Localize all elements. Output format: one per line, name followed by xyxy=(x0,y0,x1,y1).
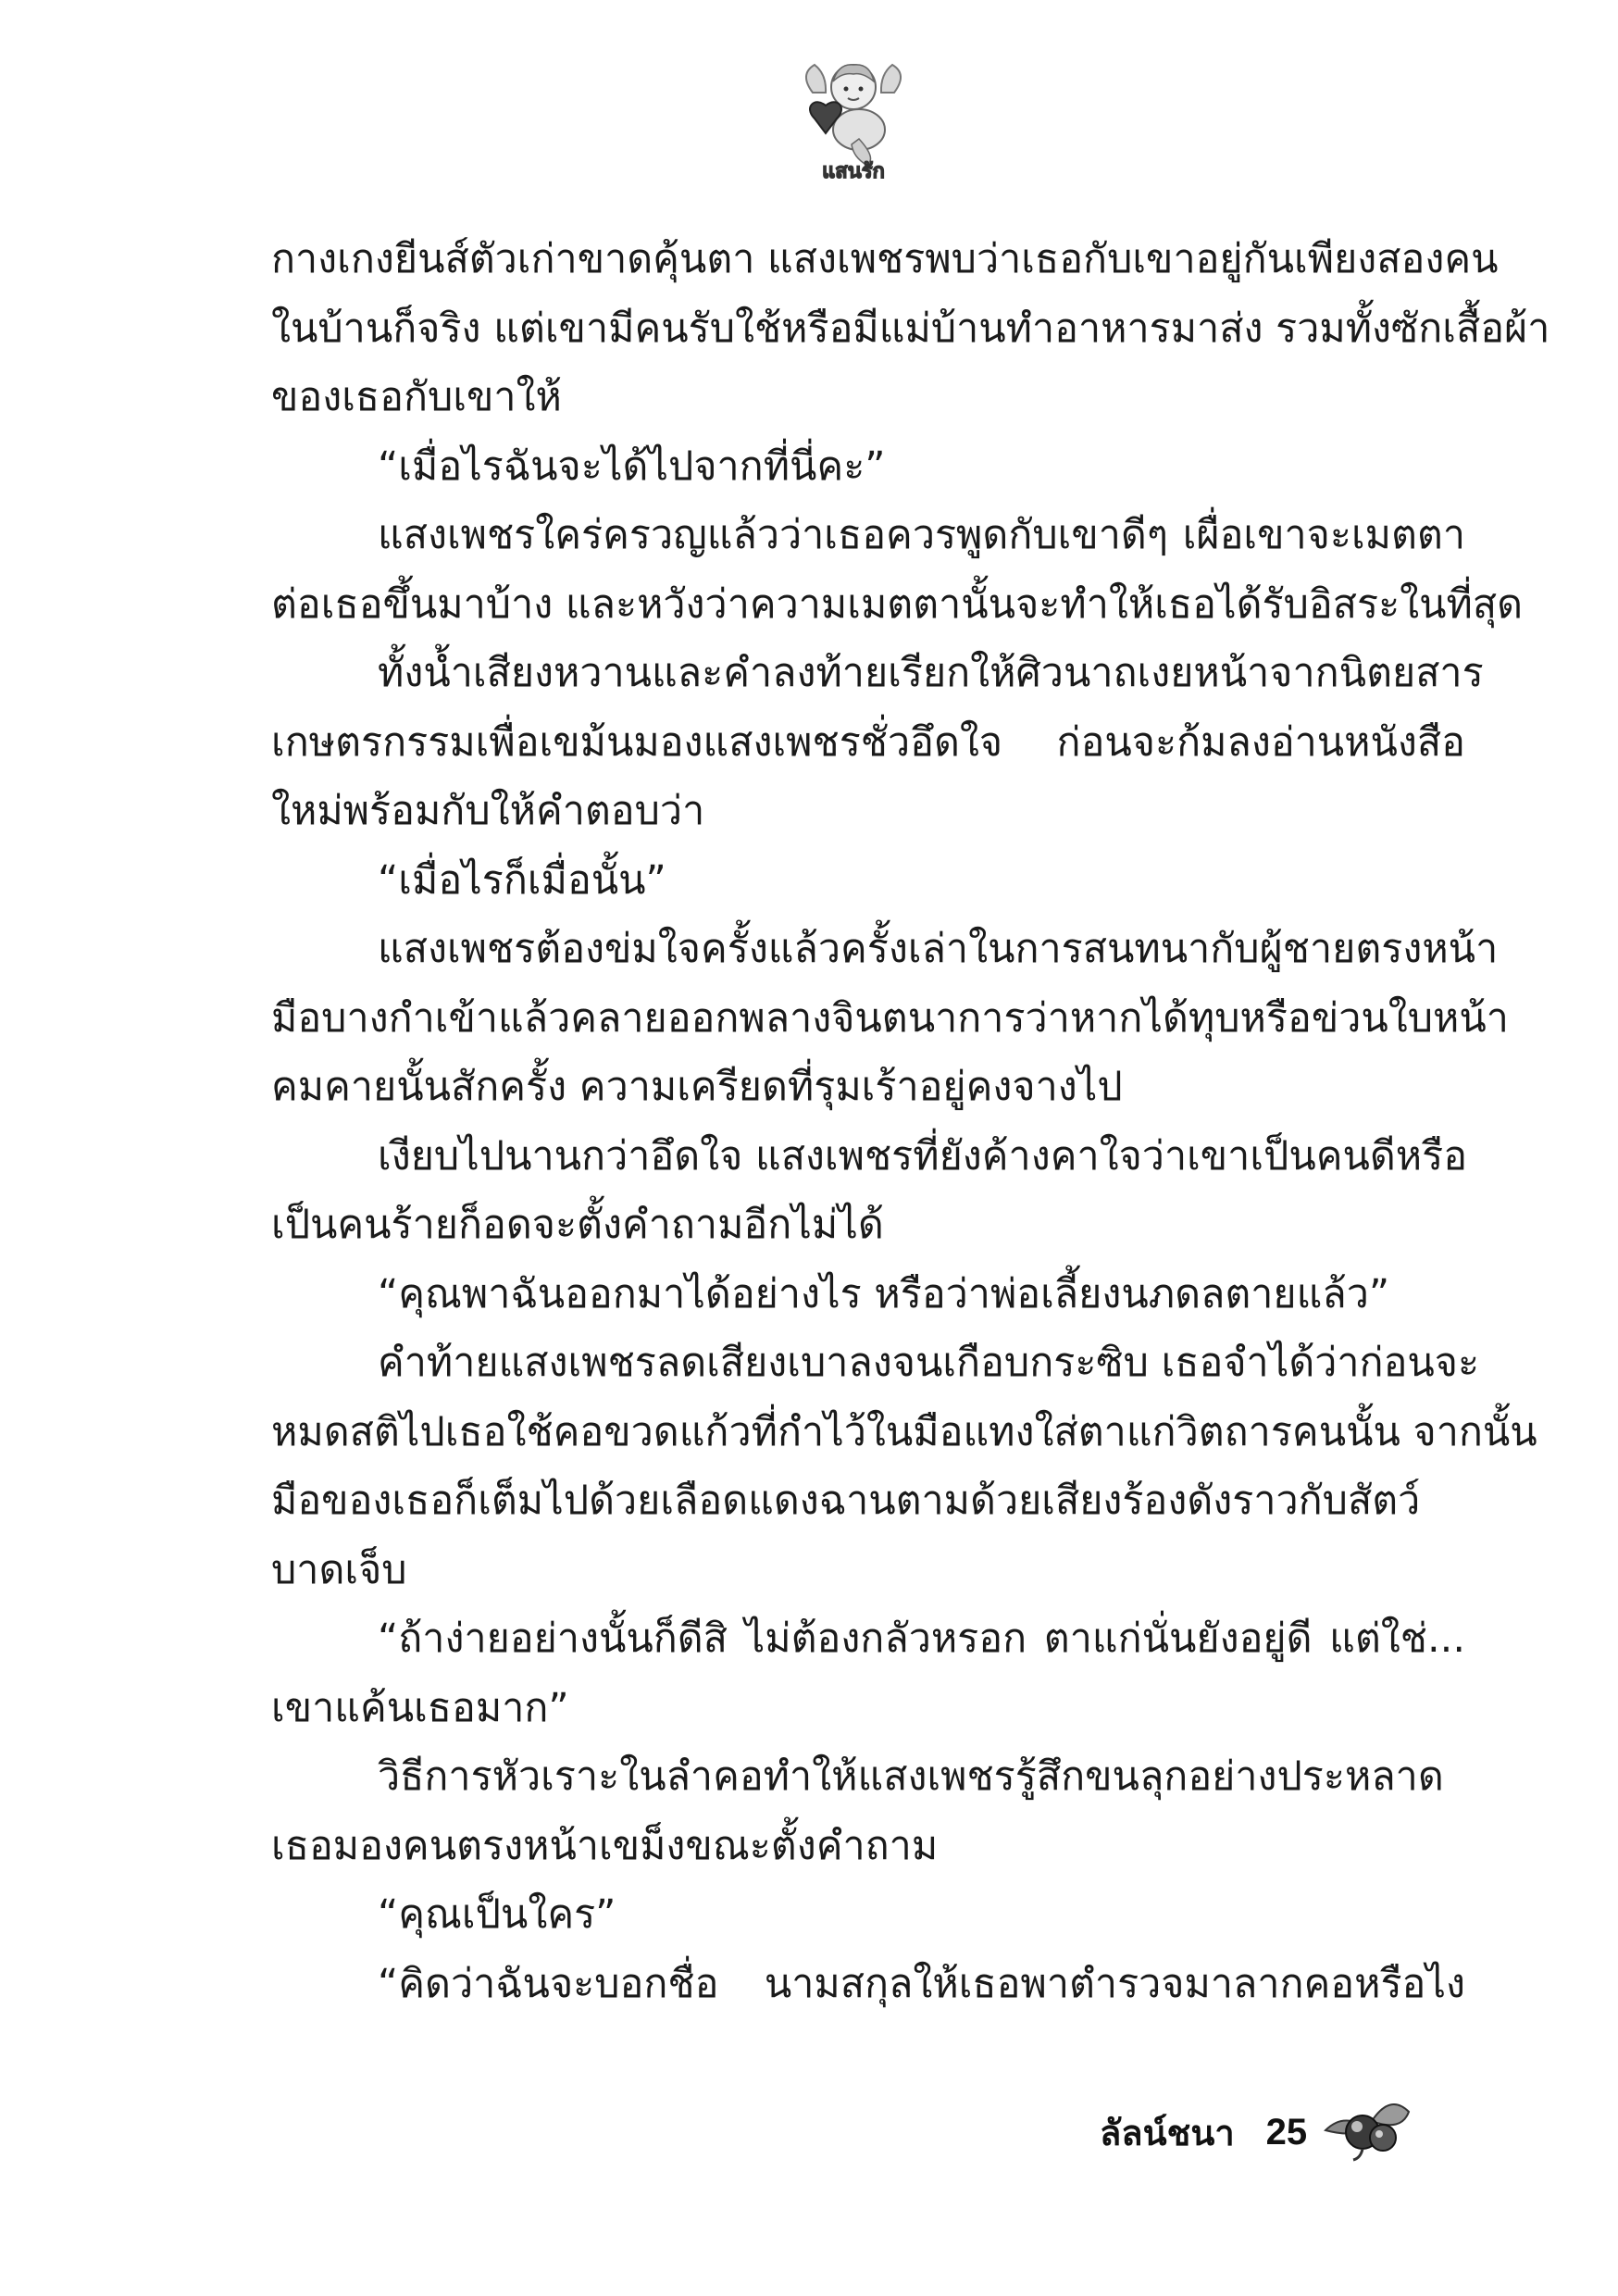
page-footer xyxy=(1100,2100,1418,2165)
flower-icon xyxy=(1316,2084,1418,2162)
text-line: เงียบไปนานกว่าอึดใจ แสงเพชรที่ยังค้างคาใจว่าเขาเป็นคนดีหรือ xyxy=(378,1132,1468,1179)
logo-text: แสนรัก xyxy=(822,160,885,183)
text-line: แสงเพชรใคร่ครวญแล้วว่าเธอควรพูดกับเขาดีๆ เผื่อเขาจะเมตตา xyxy=(378,512,1465,558)
text-line: ต่อเธอขึ้นมาบ้าง และหวังว่าความเมตตานั้นจะทำให้เธอได้รับอิสระในที่สุด xyxy=(271,580,1524,628)
text-line: กางเกงยีนส์ตัวเก่าขาดคุ้นตา แสงเพชรพบว่าเธอกับเขาอยู่กันเพียงสองคน xyxy=(271,236,1499,282)
text-line: “เมื่อไรฉันจะได้ไปจากที่นี่คะ” xyxy=(378,443,886,490)
text-line: วิธีการหัวเราะในลำคอทำให้แสงเพชรรู้สึกขนลุกอย่างประหลาด xyxy=(378,1753,1444,1800)
story-text xyxy=(271,225,1550,2018)
text-line: คำท้ายแสงเพชรลดเสียงเบาลงจนเกือบกระซิบ เธอจำได้ว่าก่อนจะ xyxy=(378,1340,1480,1386)
cherub-logo xyxy=(794,56,913,185)
text-line: บาดเจ็บ xyxy=(271,1546,407,1593)
text-line: แสงเพชรต้องข่มใจครั้งแล้วครั้งเล่าในการสนทนากับผู้ชายตรงหน้า xyxy=(378,926,1499,972)
text-line: ของเธอกับเขาให้ xyxy=(271,374,562,420)
text-line: “เมื่อไรก็เมื่อนั้น” xyxy=(378,856,666,904)
text-line: ในบ้านก็จริง แต่เขามีคนรับใช้หรือมีแม่บ้านทำอาหารมาส่ง รวมทั้งซักเสื้อผ้า xyxy=(271,305,1550,352)
text-line: เป็นคนร้ายก็อดจะตั้งคำถามอีกไม่ได้ xyxy=(271,1202,884,1248)
text-line: ทั้งน้ำเสียงหวานและคำลงท้ายเรียกให้ศิวนาถเงยหน้าจากนิตยสาร xyxy=(378,650,1484,696)
text-line: เกษตรกรรมเพื่อเขม้นมองแสงเพชรชั่วอึดใจ ก่อนจะก้มลงอ่านหนังสือ xyxy=(271,718,1465,766)
text-line: เขาแค้นเธอมาก” xyxy=(271,1684,569,1731)
text-line: “คิดว่าฉันจะบอกชื่อ นามสกุลให้เธอพาตำรวจมาลากคอหรือไง xyxy=(378,1960,1465,2007)
text-line: มือของเธอก็เต็มไปด้วยเลือดแดงฉานตามด้วยเสียงร้องดังราวกับสัตว์ xyxy=(271,1478,1421,1524)
text-line: “ถ้าง่ายอย่างนั้นก็ดีสิ ไม่ต้องกลัวหรอก ตาแก่นั่นยังอยู่ดี แต่ใช่... xyxy=(378,1616,1465,1662)
text-line: “คุณพาฉันออกมาได้อย่างไร หรือว่าพ่อเลี้ยงนภดลตายแล้ว” xyxy=(378,1270,1390,1317)
text-line: คมคายนั้นสักครั้ง ความเครียดที่รุมเร้าอยู่คงจางไป xyxy=(271,1064,1123,1110)
text-line: เธอมองคนตรงหน้าเขม็งขณะตั้งคำถาม xyxy=(271,1822,939,1869)
author-name: ลัลน์ชนา xyxy=(1100,2112,1235,2153)
text-line: หมดสติไปเธอใช้คอขวดแก้วที่กำไว้ในมือแทงใส่ตาแก่วิตถารคนนั้น จากนั้น xyxy=(271,1408,1537,1455)
text-line: ใหม่พร้อมกับให้คำตอบว่า xyxy=(271,788,705,834)
text-line: “คุณเป็นใคร” xyxy=(378,1891,616,1938)
page-number: 25 xyxy=(1265,2111,1308,2152)
text-line: มือบางกำเข้าแล้วคลายออกพลางจินตนาการว่าหากได้ทุบหรือข่วนใบหน้า xyxy=(271,994,1509,1042)
